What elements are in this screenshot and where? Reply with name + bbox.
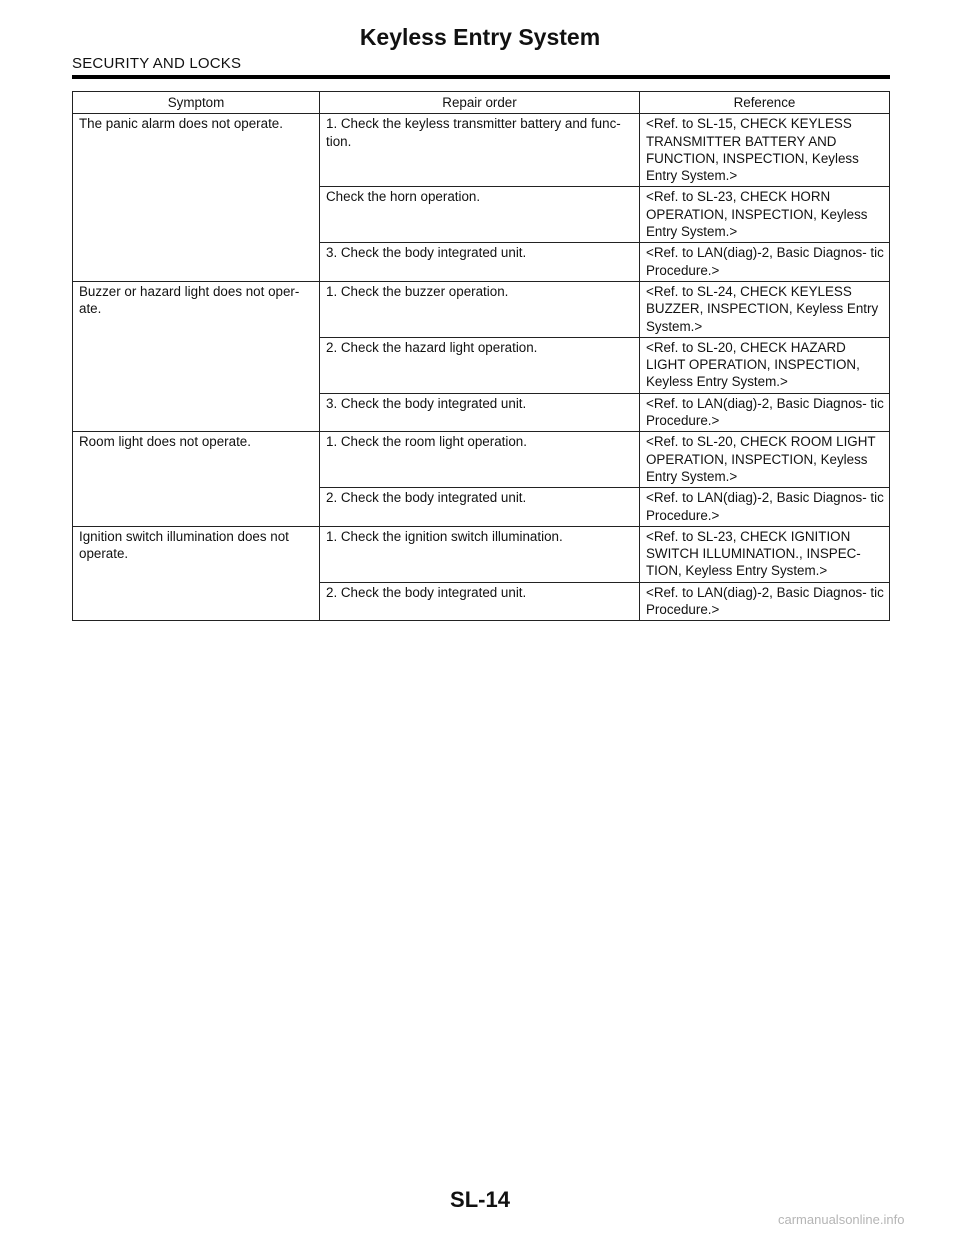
repair-order-cell: 3. Check the body integrated unit.	[320, 243, 640, 282]
reference-cell: <Ref. to SL-20, CHECK ROOM LIGHT OPERATION, INSPECTION, Keyless Entry System.>	[640, 432, 890, 488]
watermark: carmanualsonline.info	[778, 1212, 905, 1227]
column-header-repair-order: Repair order	[320, 92, 640, 114]
symptom-cell: The panic alarm does not operate.	[73, 114, 320, 282]
reference-cell: <Ref. to SL-24, CHECK KEYLESS BUZZER, INSPECTION, Keyless Entry System.>	[640, 281, 890, 337]
repair-order-cell: 1. Check the buzzer operation.	[320, 281, 640, 337]
page-title: Keyless Entry System	[359, 24, 601, 50]
symptom-cell: Ignition switch illumination does not operate.	[73, 526, 320, 620]
header-rule	[72, 75, 890, 79]
repair-order-cell: Check the horn operation.	[320, 187, 640, 243]
repair-order-cell: 1. Check the room light operation.	[320, 432, 640, 488]
repair-order-cell: 2. Check the body integrated unit.	[320, 582, 640, 621]
repair-order-cell: 2. Check the hazard light operation.	[320, 337, 640, 393]
table-row	[73, 432, 890, 488]
section-heading: SECURITY AND LOCKS	[72, 55, 242, 72]
page-number: SL-14	[450, 1187, 510, 1212]
symptom-cell: Buzzer or hazard light does not oper- ate.	[73, 281, 320, 431]
repair-order-cell: 1. Check the ignition switch illumination.	[320, 526, 640, 582]
column-header-symptom: Symptom	[73, 92, 320, 114]
repair-order-cell: 2. Check the body integrated unit.	[320, 488, 640, 527]
reference-cell: <Ref. to LAN(diag)-2, Basic Diagnos- tic Procedure.>	[640, 243, 890, 282]
table-row	[73, 526, 890, 582]
reference-cell: <Ref. to LAN(diag)-2, Basic Diagnos- tic Procedure.>	[640, 488, 890, 527]
repair-order-cell: 3. Check the body integrated unit.	[320, 393, 640, 432]
reference-cell: <Ref. to SL-23, CHECK HORN OPERATION, INSPECTION, Keyless Entry System.>	[640, 187, 890, 243]
reference-cell: <Ref. to LAN(diag)-2, Basic Diagnos- tic Procedure.>	[640, 393, 890, 432]
reference-cell: <Ref. to SL-23, CHECK IGNITION SWITCH ILLUMINATION., INSPEC- TION, Keyless Entry System.>	[640, 526, 890, 582]
table-row	[73, 114, 890, 187]
troubleshooting-table	[72, 91, 890, 621]
reference-cell: <Ref. to LAN(diag)-2, Basic Diagnos- tic Procedure.>	[640, 582, 890, 621]
symptom-cell: Room light does not operate.	[73, 432, 320, 526]
table-header-row	[73, 92, 890, 114]
table-row	[73, 281, 890, 337]
repair-order-cell: 1. Check the keyless transmitter battery and func- tion.	[320, 114, 640, 187]
column-header-reference: Reference	[640, 92, 890, 114]
reference-cell: <Ref. to SL-15, CHECK KEYLESS TRANSMITTER BATTERY AND FUNCTION, INSPECTION, Keyless Entry System.>	[640, 114, 890, 187]
reference-cell: <Ref. to SL-20, CHECK HAZARD LIGHT OPERATION, INSPECTION, Keyless Entry System.>	[640, 337, 890, 393]
